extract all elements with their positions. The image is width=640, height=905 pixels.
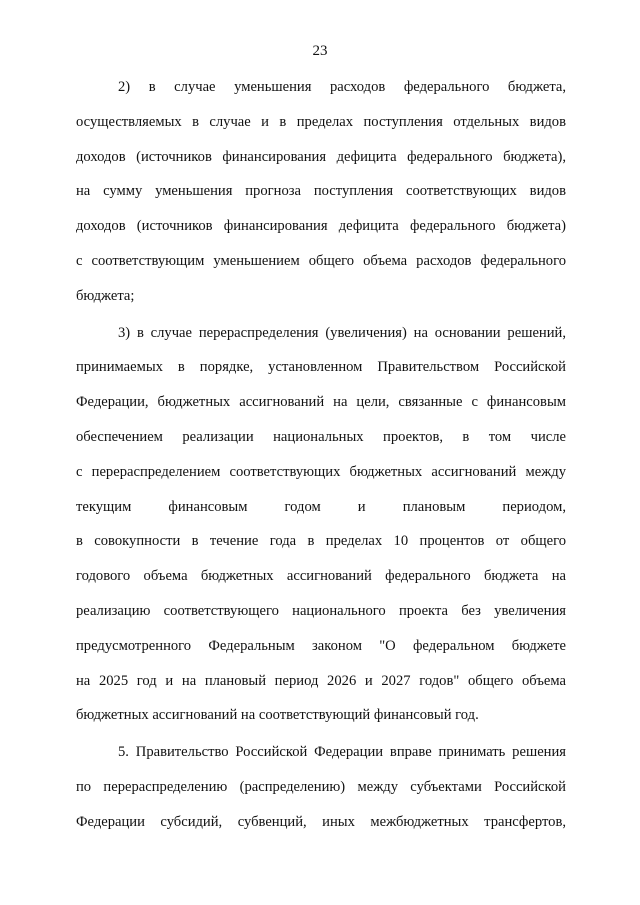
text-line: 2) в случае уменьшения расходов федерального бюджета, [118, 79, 566, 95]
text-line: на 2025 год и на плановый период 2026 и 2027 годов" общего объема [76, 672, 566, 689]
page-number: 23 [312, 43, 328, 59]
text-line: Федерации субсидий, субвенций, иных межбюджетных трансфертов, [76, 813, 566, 830]
text-line: с соответствующим уменьшением общего объема расходов федерального [76, 252, 566, 269]
paragraph-item-2 [76, 74, 566, 318]
text-line: Федерации, бюджетных ассигнований на цели, связанные с финансовым [76, 394, 566, 411]
text-line: 3) в случае перераспределения (увеличения) на основании решений, [118, 324, 566, 341]
text-line: бюджета; [76, 287, 135, 304]
text-line: в совокупности в течение года в пределах 10 процентов от общего [76, 533, 566, 550]
text-line: осуществляемых в случае и в пределах поступления отдельных видов [76, 113, 566, 130]
text-line: годового объема бюджетных ассигнований федерального бюджета на [76, 568, 566, 585]
text-line: предусмотренного Федеральным законом "О федеральном бюджете [76, 637, 566, 654]
text-line: по перераспределению (распределению) между субъектами Российской [76, 778, 566, 795]
text-line: с перераспределением соответствующих бюджетных ассигнований между [76, 463, 566, 480]
paragraph-item-3 [76, 320, 566, 738]
text-line: принимаемых в порядке, установленном Правительством Российской [76, 359, 566, 376]
text-line: текущим финансовым годом и плановым периодом, [76, 498, 566, 515]
text-line: 5. Правительство Российской Федерации вправе принимать решения [118, 744, 566, 761]
text-line: реализацию соответствующего национального проекта без увеличения [76, 602, 566, 619]
text-line: обеспечением реализации национальных проектов, в том числе [76, 428, 566, 445]
paragraph-item-5 [76, 739, 566, 843]
text-line: доходов (источников финансирования дефицита федерального бюджета) [76, 218, 566, 235]
document-body [76, 74, 566, 844]
text-line: на сумму уменьшения прогноза поступления соответствующих видов [76, 183, 566, 200]
text-line: доходов (источников финансирования дефицита федерального бюджета), [76, 148, 566, 165]
text-line: бюджетных ассигнований на соответствующий финансовый год. [76, 707, 479, 724]
